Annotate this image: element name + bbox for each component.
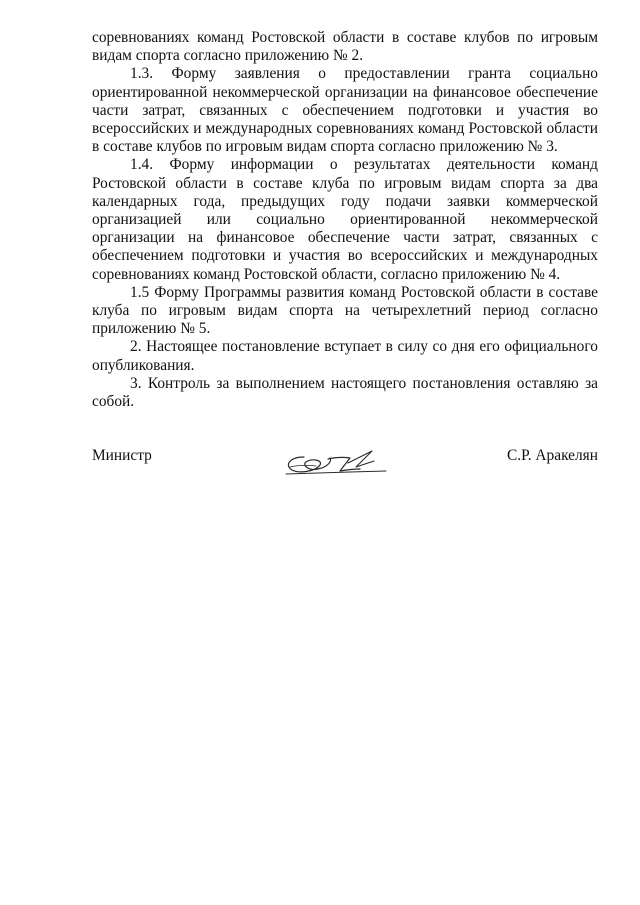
paragraph-item-3: 3. Контроль за выполнением настоящего постановления оставляю за собой.: [92, 374, 598, 411]
document-body: [92, 29, 598, 411]
paragraph-item-1-4: 1.4. Форму информации о результатах деятельности команд Ростовской области в составе клуба по игровым видам спорта за два календарных года, предыдущих году подачи заявки коммерческой организацией или социально ориентированной некоммерческой организации на финансовое обеспечение части затрат, связанных с обеспечением подготовки и участия во всероссийских и международных соревнованиях команд Ростовской области, согласно приложению № 4.: [92, 156, 598, 283]
paragraph-item-1-3: 1.3. Форму заявления о предоставлении гранта социально ориентированной некоммерческой организации на финансовое обеспечение части затрат, связанных с обеспечением подготовки и участия во всероссийских и международных соревнованиях команд Ростовской области в составе клубов по игровым видам спорта согласно приложению № 3.: [92, 65, 598, 156]
signer-name: С.Р. Аракелян: [506, 447, 598, 464]
handwritten-signature-icon: [282, 443, 390, 479]
signature-block: [92, 443, 598, 483]
paragraph-item-1-5: 1.5 Форму Программы развития команд Ростовской области в составе клуба по игровым видам спорта на четырехлетний период согласно приложению № 5.: [92, 283, 598, 338]
signer-position: Министр: [92, 447, 152, 464]
paragraph-continuation: соревнованиях команд Ростовской области в составе клубов по игровым видам спорта согласно приложению № 2.: [92, 29, 598, 65]
paragraph-item-2: 2. Настоящее постановление вступает в силу со дня его официального опубликования.: [92, 338, 598, 374]
